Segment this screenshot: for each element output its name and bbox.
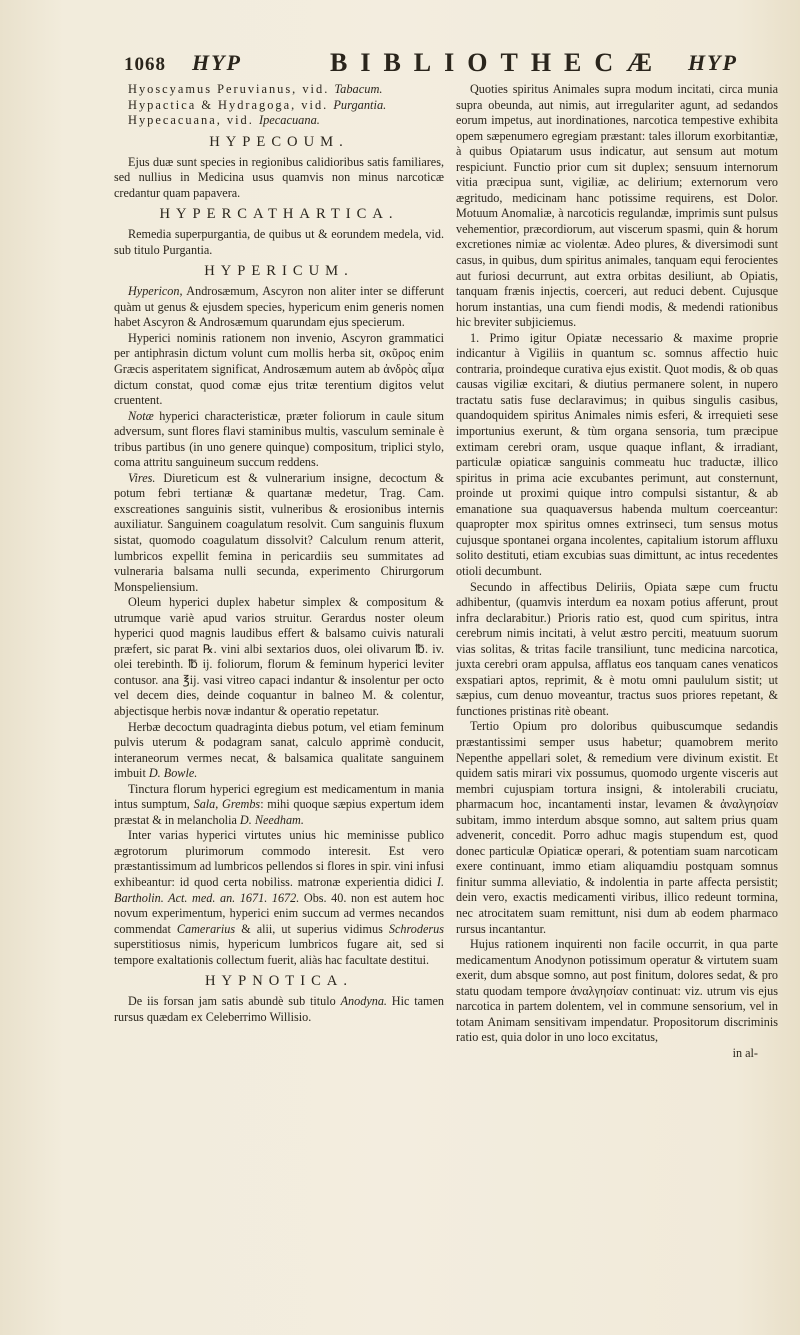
paragraph: Remedia superpurgantia, de quibus ut & eorundem medela, vid. sub titulo Purgantia. xyxy=(114,227,444,257)
paragraph: Quoties spiritus Animales supra modum incitati, circa munia supra obeunda, aut nimis, aut irregulariter agunt, ad sedandos eorum impetus, aut inordinationes, narcotica tempestive exhibita opem sæpenumero egregiam præstant: tales illorum exorbitantiæ, à quibus Opiatarum usus indicatur, aut sensum aut motum respiciunt. Functio prior cum sit duplex; sensuum internorum vitia præcipua sunt, vigiliæ, ac delirium; externorum vero ægritudo, medicinam hanc potissime requirens, est Dolor. Motuum Anomaliæ, à narcoticis regulandæ, imprimis sunt pulsus vehementior, præcordiorum, aut viscerum spasmi, quin & horum excretiones nimiæ ac violentæ. Adeo plures, & diversimodi sunt casus, in quibus, dum spiritus animales, tanquam equi ferocientes aut furiosi decurrunt, aut extra orbitas desiliunt, ab Opiatis, tanquam frænis injectis, coerceri, aut reduci debent. Cujusque horum instantias, una cum fiendi modis, & medendi rationibus hic breviter subjiciemus. xyxy=(456,82,778,330)
page-title: BIBLIOTHECÆ xyxy=(330,48,666,77)
paragraph: Notæ hyperici characteristicæ, præter foliorum in caule situm adversum, sunt flores flavi staminibus multis, vasculum seminale è tribus partibus (in uno genere quinque) compositum, triplici stylo, coma attritu sanguineum succum reddens. xyxy=(114,408,445,470)
paragraph: Tinctura florum hyperici egregium est medicamentum in mania intus sumptum, Sala, Grembs: mihi quoque sæpius expertum idem præstat & in melancholia D. Needham. xyxy=(114,781,445,827)
cross-reference: Hypactica & Hydragoga, vid. Purgantia. xyxy=(128,97,387,112)
running-head xyxy=(0,48,800,78)
page-number: 1068 xyxy=(124,54,166,75)
section-heading: HYPERCATHARTICA. xyxy=(159,206,399,223)
paragraph: 1. Primo igitur Opiatæ necessario & maxime proprie indicantur à Vigiliis in quantum sc. somnus affectio huic contraria, proindeque curativa ejus existit. Quot modis, & ob quas causas vigiliæ excitari, & diutius permanere solent, in nupero tractatu satis fuse declaravimus; in quibus singulis casibus, quandoquidem spiritus Animales nimis esferi, & irrequieti sese importunius exerunt, & tùm organa sensoria, tum præcipue extimam cerebri oram, usque quaque inflant, & irradiant, particulæ opiaticæ sanguinis commeatu huc traductæ, illico spiritus in prima acie excubantes perimunt, aut consternunt, proinde ut proximi quique intro compulsi sistantur, & ab emanatione sua quaquaversus habenda multum coerceantur: quapropter mox spiritus omnes extrinseci, tum sensus motus cujusque spontanei organa incolentes, capitalium istorum affluxu solito destituti, etiam excubias suas dimittunt, ac intus recedentes otioli decumbunt. xyxy=(456,330,778,578)
section-heading: HYPNOTICA. xyxy=(205,973,353,990)
paragraph: Hujus rationem inquirenti non facile occurrit, in qua parte medicamentum Anodynon potissimum operatur & virtutem suam exerit, dum absque somno, aut post finitum, dolores sedat, & pro statu quodam tempore ἀναλγησίαν continuat: viz. utrum vis ejus narcotica in partem dolentem, vel in commune sensorium, vel in totam Animam sensitivam impendatur. Propositorum discriminis ratio est, quia dolor in uno loco excitatus, xyxy=(456,937,778,1045)
paragraph: Secundo in affectibus Deliriis, Opiata sæpe cum fructu adhibentur, (quamvis interdum ea noxam potius afferunt, prout infra declarabitur.) Prioris ratio est, quod cum spiritus, intra cerebrum nimis incitati, à velut æstro perciti, meatuum suorum vias solitas, & tritas facile transiliunt, tunc medicina narcotica, juxta cerebri oram appulsa, afflatus eos tanquam canes venaticos exspatiari aptos, reprimit, & è motu omni paululum sistit; ut sæpius, cum denuo moveantur, tractus suos priores repetant, & functiones pristinas ritè obeant. xyxy=(456,579,778,718)
paragraph: Inter varias hyperici virtutes unius hic meminisse publico ægrotorum plurimorum commodo interesit. Est vero præstantissimum ad lumbricos pellendos si flores in spir. vini infusi exhibeantur: id quod certa nobiliss. matronæ experientia didici I. Bartholin. Act. med. an. 1671. 1672. Obs. 40. non est autem hoc novum experimentum, hyperici enim succum ad vermes necandos commendat Camerarius & alii, ut superius vidimus Schroderus superstitiosus nimis, hypericum lumbricos fugare ait, sed si tempore exaltationis collectum fuerit, aliàs hac facultate destitui. xyxy=(114,828,445,967)
paragraph: Ejus duæ sunt species in regionibus calidioribus satis familiares, sed nullius in Medicina usus quamvis non minus narcoticæ credantur quam papavera. xyxy=(114,154,444,200)
left-column xyxy=(114,82,444,1025)
cross-reference: Hyoscyamus Peruvianus, vid. Tabacum. xyxy=(128,82,383,96)
section-heading: HYPECOUM. xyxy=(209,133,349,150)
paragraph: Hyperici nominis rationem non invenio, Ascyron grammatici per antiphrasin dictum volunt cum mollis herba sit, σκῦρος enim Græcis asperitatem significat, Androsæmum autem ab ἀνδρὸς αἷμα dictum constat, quod comæ ejus tritæ terentium digitos velut cruentent. xyxy=(114,330,444,408)
paragraph: De iis forsan jam satis abundè sub titulo Anodyna. Hic tamen rursus quædam ex Celeberrimo Willisio. xyxy=(114,994,444,1024)
section-heading: HYPERICUM. xyxy=(204,263,354,280)
cross-reference: Hypecacuana, vid. Ipecacuana. xyxy=(128,113,320,127)
paragraph: Tertio Opium pro doloribus quibuscumque sedandis præstantissimi semper usus habetur; quamobrem merito Nepenthe appellari solet, & remedium vere divinum existit. Et quidem satis mirari vix possumus, quomodo urgente visceris aut membri cujuspiam tortura insigni, & intolerabili cruciatu, pharmacum hoc, incantamenti instar, levamen & ἀναλγησίαν subitam, immo interdum absque somno, aut saltem prius quam advenerit, concedit. Porro adhuc magis stupendum est, quod donec particulæ Opiaticæ operari, & potentiam suam narcoticam exere continuant, immo etiam aliquamdiu postquam somnus finitur summa alleviatio, & indolentia in parte affecta persistit; dein vero, exactis medicamenti viribus, illico redeunt tormina, nec atrocitatem suam remittunt, nisi dum ab eodem pharmaco rursus incantantur. xyxy=(456,719,778,936)
left-section-head: HYP xyxy=(192,50,242,75)
paragraph: Herbæ decoctum quadraginta diebus potum, vel etiam feminum pulvis uterum & podagram sanat, calculo apprimè conducit, interaneorum vermes necat, & balsamica qualitate sanguinem imbuit D. Bowle. xyxy=(114,719,444,781)
paragraph: Vires. Diureticum est & vulnerarium insigne, decoctum & potum febri tertianæ & quartanæ medetur, Trag. Cam. exscreationes sanguinis sistit, vulneribus & erosionibus internis auxiliatur. Sanguinem coagulatum resolvit. Cum sanguinis fluxum sistat, quomodo coagulatum dissolvit? Calculum renum atterit, lumbricos expellit femina in pericardiis seu summitates ad vulneraria balsama nulli secunda, experimento Chirurgorum Monspeliensium. xyxy=(114,470,445,594)
paragraph: Oleum hyperici duplex habetur simplex & compositum & utrumque variè apud varios struitur. Gerardus noster oleum hyperici quod magnis laudibus effert & balsamo cuivis naturali præfert, sic parat ℞. vini albi sextarios duos, olei olivarum ℔. iv. olei terebinth. ℔ ij. foliorum, florum & feminum hyperici leviter contusor. ana ℥ij. vasi vitreo capaci indantur & insolentur per octo vel decem dies, deinde coquantur in balneo M. & colentur, abjectisque herbis novæ indantur & operatio repetatur. xyxy=(114,595,444,718)
paragraph: Hypericon, Androsæmum, Ascyron non aliter inter se differunt quàm ut genus & ejusdem species, hypericum enim generis nomen habet Ascyron & Androsæmum quarundam ejus specierum. xyxy=(114,284,444,330)
right-column xyxy=(456,82,778,1061)
right-section-head: HYP xyxy=(688,50,738,75)
catchword: in al- xyxy=(732,1045,758,1060)
